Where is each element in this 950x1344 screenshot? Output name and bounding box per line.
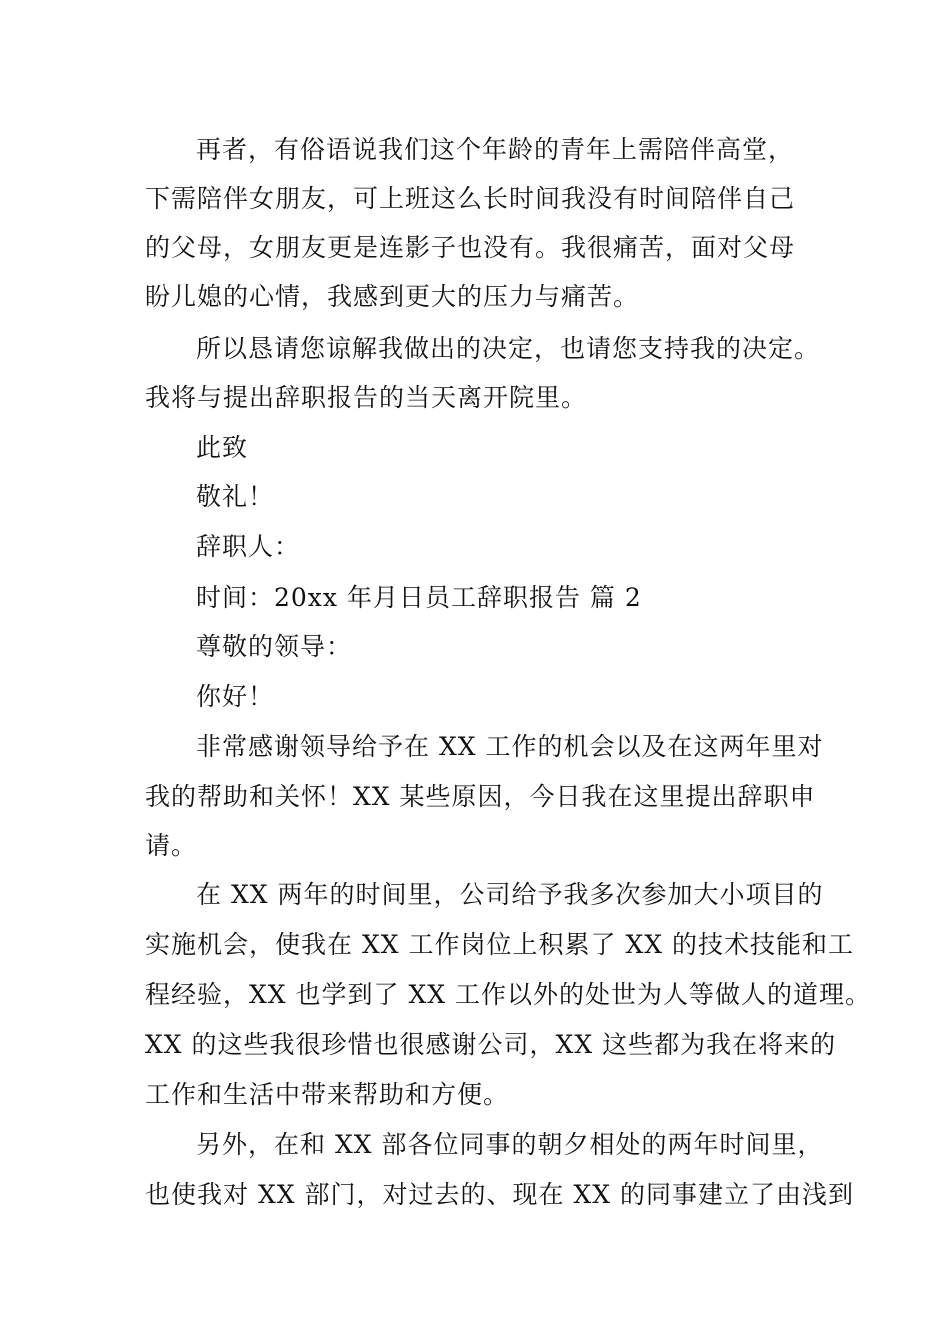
paragraph-line: 我的帮助和关怀！XX 某些原因，今日我在这里提出辞职申: [145, 782, 816, 811]
paragraph-line: 也使我对 XX 部门，对过去的、现在 XX 的同事建立了由浅到: [145, 1180, 854, 1209]
salutation-line: 尊敬的领导：: [196, 632, 353, 661]
paragraph-line: 再者，有俗语说我们这个年龄的青年上需陪伴高堂，: [196, 135, 795, 164]
paragraph-line: 实施机会，使我在 XX 工作岗位上积累了 XX 的技术技能和工: [145, 930, 854, 959]
closing-line: 敬礼！: [196, 482, 275, 511]
paragraph-line: 盼儿媳的心情，我感到更大的压力与痛苦。: [145, 282, 640, 311]
paragraph-line: XX 的这些我很珍惜也很感谢公司，XX 这些都为我在将来的: [145, 1030, 837, 1059]
paragraph-line: 请。: [145, 831, 198, 860]
paragraph-line: 下需陪伴女朋友，可上班这么长时间我没有时间陪伴自己: [145, 184, 796, 213]
paragraph-line: 所以恳请您谅解我做出的决定，也请您支持我的决定。: [196, 334, 821, 363]
paragraph-line: 另外，在和 XX 部各位同事的朝夕相处的两年时间里，: [196, 1130, 824, 1159]
paragraph-line: 工作和生活中带来帮助和方便。: [145, 1080, 510, 1109]
closing-line: 此致: [196, 433, 249, 462]
paragraph-line: 非常感谢领导给予在 XX 工作的机会以及在这两年里对: [196, 732, 824, 761]
paragraph-line: 我将与提出辞职报告的当天离开院里。: [145, 383, 588, 412]
date-heading-line: 时间：20xx 年月日员工辞职报告 篇 2: [196, 583, 642, 612]
paragraph-line: 的父母，女朋友更是连影子也没有。我很痛苦，面对父母: [145, 233, 796, 262]
signature-line: 辞职人：: [196, 532, 301, 561]
greeting-line: 你好！: [196, 682, 275, 711]
paragraph-line: 程经验，XX 也学到了 XX 工作以外的处世为人等做人的道理。: [145, 980, 872, 1009]
paragraph-line: 在 XX 两年的时间里，公司给予我多次参加大小项目的: [196, 880, 824, 909]
